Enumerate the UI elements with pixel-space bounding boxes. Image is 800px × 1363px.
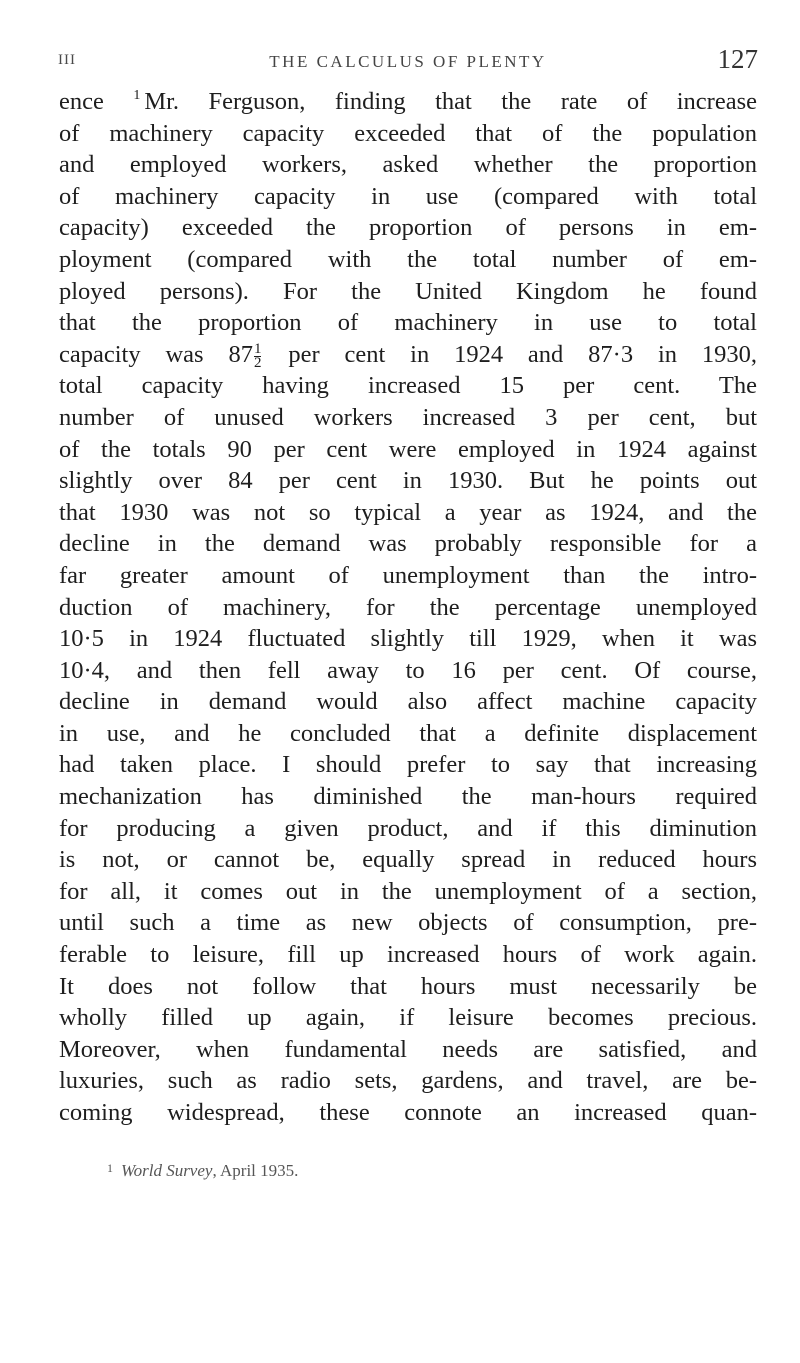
fraction-one-half (253, 340, 262, 371)
text-line: mechanization has diminished the man-hours required (59, 783, 757, 811)
running-title: THE CALCULUS OF PLENTY (269, 52, 547, 71)
text-line: 10·5 in 1924 fluctuated slightly till 1929, when it was (59, 625, 757, 653)
text-line: duction of machinery, for the percentage unemployed (59, 593, 757, 621)
text-line: slightly over 84 per cent in 1930. But he points out (59, 467, 757, 495)
text-line: capacity) exceeded the proportion of persons in em- (59, 214, 757, 242)
fraction-denominator: 2 (253, 354, 262, 371)
text-line: for all, it comes out in the unemployment of a section, (59, 877, 757, 905)
footnote-source: World Survey (121, 1161, 213, 1180)
footnote-date: , April 1935. (212, 1161, 299, 1180)
page-number: 127 (717, 44, 758, 74)
text-line (59, 339, 757, 371)
text-line: in use, and he concluded that a definite displacement (59, 719, 757, 747)
text-line: far greater amount of unemployment than the intro- (59, 561, 757, 589)
text-line: decline in the demand was probably responsible for a (59, 530, 757, 558)
text-line: 10·4, and then fell away to 16 per cent. Of course, (59, 656, 757, 684)
footnote-mark: 1 (133, 88, 141, 103)
text-line: of the totals 90 per cent were employed in 1924 against (59, 435, 757, 463)
text-line: number of unused workers increased 3 per cent, but (59, 403, 757, 431)
text-line: wholly filled up again, if leisure becomes precious. (59, 1004, 757, 1032)
text-line: ferable to leisure, fill up increased hours of work again. (59, 941, 757, 969)
text-line: decline in demand would also affect machine capacity (59, 688, 757, 716)
text-line: It does not follow that hours must necessarily be (59, 972, 757, 1000)
text-line: luxuries, such as radio sets, gardens, and travel, are be- (59, 1067, 757, 1095)
text-fragment: per cent in 1924 and 87·3 in 1930, (288, 340, 757, 368)
fraction-numerator: 1 (253, 340, 262, 357)
text-line: total capacity having increased 15 per cent. The (59, 372, 757, 400)
text-line: and employed workers, asked whether the proportion (59, 151, 757, 179)
body-text (59, 86, 757, 1129)
text-line: ployment (compared with the total number of em- (59, 245, 757, 273)
text-fragment: capacity was 87 (59, 340, 253, 368)
text-fragment: Mr. Ferguson, finding that the rate of increase (144, 88, 758, 115)
text-line: of machinery capacity exceeded that of the population (59, 119, 757, 147)
text-line: of machinery capacity in use (compared with total (59, 182, 757, 210)
text-line: is not, or cannot be, equally spread in reduced hours (59, 846, 757, 874)
footnote-number: 1 (107, 1161, 113, 1175)
text-line: that the proportion of machinery in use to total (59, 309, 757, 337)
footnote (107, 1161, 298, 1181)
text-line (59, 86, 757, 118)
text-line: had taken place. I should prefer to say that increasing (59, 751, 757, 779)
text-line: that 1930 was not so typical a year as 1924, and the (59, 498, 757, 526)
text-line: until such a time as new objects of consumption, pre- (59, 909, 757, 937)
text-fragment: ence (59, 88, 104, 115)
text-line: for producing a given product, and if this diminution (59, 814, 757, 842)
text-line: ployed persons). For the United Kingdom he found (59, 277, 757, 305)
text-line: Moreover, when fundamental needs are satisfied, and (59, 1035, 757, 1063)
chapter-number: III (58, 52, 76, 68)
running-head (58, 44, 758, 74)
text-line: coming widespread, these connote an increased quan- (59, 1099, 757, 1126)
